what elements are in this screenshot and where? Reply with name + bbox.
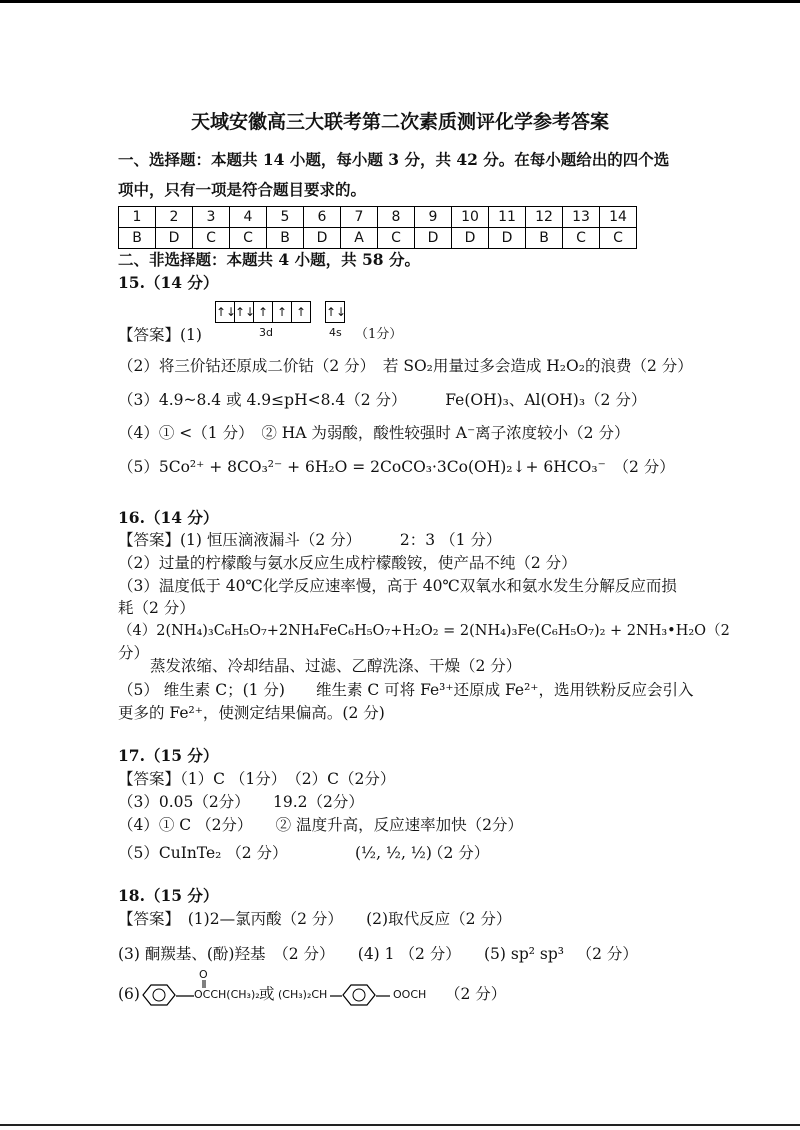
q16-answer-3-line2: 耗（2 分）	[118, 599, 195, 617]
bond-line-2-icon	[330, 993, 342, 999]
benzene-ring-1-icon	[142, 983, 176, 1007]
q15-answer-4: （4）① <（1 分） ② HA 为弱酸，酸性较强时 A⁻离子浓度较小（2 分）	[118, 424, 630, 442]
answer-table-answer-cell: C	[600, 228, 637, 249]
q15-answer-1-score: （1分）	[355, 327, 403, 342]
answer-table-number-cell: 13	[563, 207, 600, 228]
answer-table-number-row	[119, 207, 637, 228]
q18-heading: 18.（15 分）	[118, 886, 219, 905]
orbital-box: ↑↓	[234, 301, 254, 323]
ester-group-1: OCCH(CH₃)₂	[194, 988, 260, 1001]
answer-table-answer-cell: B	[119, 228, 156, 249]
q15-answer-1-prefix: 【答案】(1)	[118, 326, 202, 344]
isopropyl-group: (CH₃)₂CH	[278, 988, 328, 1001]
orbital-4s-label: 4s	[329, 326, 342, 339]
answer-table-answer-cell: C	[378, 228, 415, 249]
q18-answer-6-prefix: (6)	[118, 985, 140, 1003]
answer-table-answer-cell: B	[526, 228, 563, 249]
q17-answer-1-2: 【答案】（1）C （1分） （2）C（2分）	[118, 770, 396, 788]
q18-answer-3-5: (3) 酮羰基、(酚)羟基 （2 分） (4) 1 （2 分） (5) sp² sp³ （2 分）	[118, 945, 638, 963]
answer-table-number-cell: 2	[156, 207, 193, 228]
answer-table-answer-cell: C	[563, 228, 600, 249]
q16-answer-5-line1: （5） 维生素 C；(1 分) 维生素 C 可将 Fe³⁺还原成 Fe²⁺，选用铁粉反应会引入	[118, 681, 694, 699]
carbonyl-oxygen: O	[199, 968, 208, 981]
answer-table-answer-cell: D	[452, 228, 489, 249]
q17-answer-5-coordinates: (½, ½, ½)	[355, 844, 432, 862]
q16-answer-1: 【答案】(1) 恒压滴液漏斗（2 分） 2：3 （1 分）	[118, 531, 502, 549]
answer-table-number-cell: 7	[341, 207, 378, 228]
q15-answer-5: （5）5Co²⁺ + 8CO₃²⁻ + 6H₂O = 2CoCO₃·3Co(OH)₂↓+ 6HCO₃⁻ （2 分）	[118, 458, 675, 476]
answer-table-number-cell: 11	[489, 207, 526, 228]
q15-answer-3: （3）4.9~8.4 或 4.9≤pH<8.4（2 分） Fe(OH)₃、Al(OH)₃（2 分）	[118, 391, 647, 409]
orbital-box: ↑↓	[215, 301, 235, 323]
answer-table-answer-cell: C	[193, 228, 230, 249]
answer-table-number-cell: 1	[119, 207, 156, 228]
answer-table-number-cell: 3	[193, 207, 230, 228]
part1-instruction-line2: 项中，只有一项是符合题目要求的。	[118, 180, 367, 199]
orbital-3d-label: 3d	[259, 326, 273, 339]
q17-answer-4: （4）① C （2分） ② 温度升高，反应速率加快（2分）	[118, 816, 523, 834]
page-title: 天域安徽高三大联考第二次素质测评化学参考答案	[190, 111, 609, 133]
orbital-box: ↑	[272, 301, 292, 323]
benzene-ring-2-icon	[342, 983, 376, 1007]
answer-table	[118, 206, 637, 249]
answer-table-number-cell: 8	[378, 207, 415, 228]
bottom-border	[0, 1124, 800, 1126]
orbital-box: ↑	[291, 301, 311, 323]
carbonyl-double-bond-icon	[201, 980, 207, 988]
answer-table-number-cell: 4	[230, 207, 267, 228]
answer-table-answer-cell: D	[156, 228, 193, 249]
q16-answer-4-line2: 分）	[118, 644, 150, 662]
orbital-box: ↑↓	[325, 301, 345, 323]
q16-answer-3-line1: （3）温度低于 40℃化学反应速率慢，高于 40℃双氧水和氨水发生分解反应而损	[118, 577, 677, 595]
q18-answer-6-score: （2 分）	[445, 985, 507, 1003]
answer-table-number-cell: 12	[526, 207, 563, 228]
answer-table-answer-cell: A	[341, 228, 378, 249]
answer-table-answer-cell: D	[415, 228, 452, 249]
answer-table-answer-row	[119, 228, 637, 249]
answer-table-answer-cell: D	[304, 228, 341, 249]
q16-answer-4-equation: （4）2(NH₄)₃C₆H₅O₇+2NH₄FeC₆H₅O₇+H₂O₂ = 2(NH₄)₃Fe(C₆H₅O₇)₂ + 2NH₃•H₂O（2	[118, 623, 730, 639]
answer-table-number-cell: 9	[415, 207, 452, 228]
q15-heading: 15.（14 分）	[118, 273, 219, 292]
q17-answer-5-score: （2 分）	[428, 844, 490, 862]
part1-instruction-line1: 一、选择题：本题共 14 小题，每小题 3 分，共 42 分。在每小题给出的四个选	[118, 150, 670, 169]
answer-table-number-cell: 10	[452, 207, 489, 228]
answer-table-number-cell: 14	[600, 207, 637, 228]
orbital-4s-boxes	[326, 301, 345, 323]
answer-table-answer-cell: C	[230, 228, 267, 249]
q16-answer-2: （2）过量的柠檬酸与氨水反应生成柠檬酸铵，使产品不纯（2 分）	[118, 554, 577, 572]
q17-answer-5-prefix: （5）CuInTe₂ （2 分）	[118, 844, 288, 862]
answer-table-answer-cell: D	[489, 228, 526, 249]
formate-group: OOCH	[393, 988, 427, 1001]
q16-answer-5-line2: 更多的 Fe²⁺，使测定结果偏高。(2 分)	[118, 704, 385, 722]
q17-answer-3: （3）0.05（2分） 19.2（2分）	[118, 793, 364, 811]
orbital-3d-boxes	[216, 301, 311, 323]
part2-heading: 二、非选择题：本题共 4 小题，共 58 分。	[118, 250, 420, 269]
q15-answer-2: （2）将三价钴还原成二价钴（2 分） 若 SO₂用量过多会造成 H₂O₂的浪费（2 分）	[118, 357, 693, 375]
or-text: 或	[259, 985, 275, 1003]
answer-table-number-cell: 5	[267, 207, 304, 228]
q16-heading: 16.（14 分）	[118, 508, 219, 527]
orbital-box: ↑	[253, 301, 273, 323]
top-border	[0, 0, 800, 3]
q17-heading: 17.（15 分）	[118, 746, 219, 765]
bond-line-1-icon	[176, 993, 194, 999]
answer-table-number-cell: 6	[304, 207, 341, 228]
answer-table-answer-cell: B	[267, 228, 304, 249]
q18-answer-1-2: 【答案】 (1)2—氯丙酸（2 分） (2)取代反应（2 分）	[118, 910, 512, 928]
bond-line-3-icon	[376, 993, 390, 999]
q16-answer-4-procedure: 蒸发浓缩、冷却结晶、过滤、乙醇洗涤、干燥（2 分）	[150, 657, 522, 675]
